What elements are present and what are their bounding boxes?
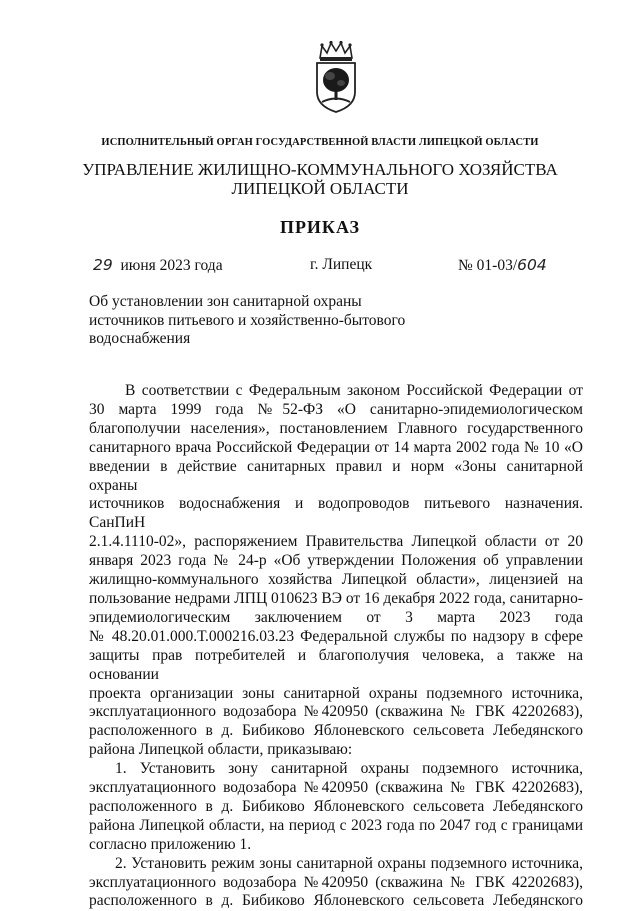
subject-line: Об установлении зон санитарной охраны: [89, 293, 362, 310]
body-line: района Липецкой области, приказываю:: [89, 741, 353, 759]
subject-line: водоснабжения: [89, 330, 191, 347]
order-body: [89, 382, 583, 911]
order-number-prefix: № 01-03/: [458, 257, 518, 274]
body-line: января 2023 года № 24-р «Об утверждении Положения об управлении: [89, 552, 583, 570]
department-title: [0, 160, 640, 198]
body-line: расположенного в д. Бибиково Яблоневского сельсовета Лебедянского: [89, 892, 583, 910]
body-line: источников водоснабжения и водопроводов питьевого назначения. СанПиН: [89, 495, 583, 532]
body-line: защиты прав потребителей и благополучия человека, а также на основании: [89, 646, 583, 683]
order-number-handwritten: 604: [517, 256, 547, 274]
body-line: эпидемиологическим заключением от 3 марта 2023 года: [89, 608, 583, 626]
body-line: 30 марта 1999 года №52-ФЗ «О санитарно-эпидемиологическом: [89, 400, 583, 418]
issuing-authority: ИСПОЛНИТЕЛЬНЫЙ ОРГАН ГОСУДАРСТВЕННОЙ ВЛАСТИ ЛИПЕЦКОЙ ОБЛАСТИ: [101, 137, 539, 148]
body-line: пользование недрами ЛПЦ 010623 ВЭ от 16 декабря 2022 года, санитарно-: [89, 589, 583, 607]
body-line: введении в действие санитарных правил и норм «Зоны санитарной охраны: [89, 457, 583, 494]
coat-of-arms-icon: [312, 40, 360, 114]
body-line: № 48.20.01.000.Т.000216.03.23 Федеральной службы по надзору в сфере: [89, 627, 583, 645]
body-line: района Липецкой области, на период с 2023 года по 2047 год с границами: [89, 816, 583, 834]
body-line: эксплуатационного водозабора №420950 (скважина № ГВК 42202683),: [89, 703, 583, 721]
body-line: расположенного в д. Бибиково Яблоневского сельсовета Лебедянского: [89, 797, 583, 815]
subject-line: источников питьевого и хозяйственно-бытового: [89, 311, 406, 329]
body-line: проекта организации зоны санитарной охраны подземного источника,: [89, 684, 583, 702]
order-day-handwritten: 29: [93, 256, 113, 274]
order-month-year: июня 2023 года: [120, 257, 223, 274]
order-number: [458, 256, 547, 275]
body-line: санитарного врача Российской Федерации от 14 марта 2002 года № 10 «О: [89, 438, 583, 456]
body-line: 2.1.4.1110-02», распоряжением Правительства Липецкой области от 20: [89, 533, 583, 551]
department-title-line-2: ЛИПЕЦКОЙ ОБЛАСТИ: [231, 179, 409, 198]
body-line: эксплуатационного водозабора №420950 (скважина № ГВК 42202683),: [89, 873, 583, 891]
body-line: расположенного в д. Бибиково Яблоневского сельсовета Лебедянского: [89, 722, 583, 740]
body-line: эксплуатационного водозабора №420950 (скважина № ГВК 42202683),: [89, 779, 583, 797]
order-subject: [89, 293, 409, 349]
order-date: [93, 256, 223, 275]
body-line: жилищно-коммунального хозяйства Липецкой области», лицензией на: [89, 571, 583, 589]
body-line: 1. Установить зону санитарной охраны подземного источника,: [115, 760, 583, 778]
body-line: согласно приложению 1.: [89, 835, 252, 853]
body-line: благополучии населения», постановлением Главного государственного: [89, 419, 583, 437]
order-city: г. Липецк: [310, 256, 373, 273]
body-line: В соответствии с Федеральным законом Российской Федерации от: [125, 382, 583, 399]
body-line: 2. Установить режим зоны санитарной охраны подземного источника,: [115, 854, 583, 872]
document-type: ПРИКАЗ: [279, 217, 361, 237]
department-title-line-1: УПРАВЛЕНИЕ ЖИЛИЩНО-КОММУНАЛЬНОГО ХОЗЯЙСТВА: [82, 160, 558, 179]
